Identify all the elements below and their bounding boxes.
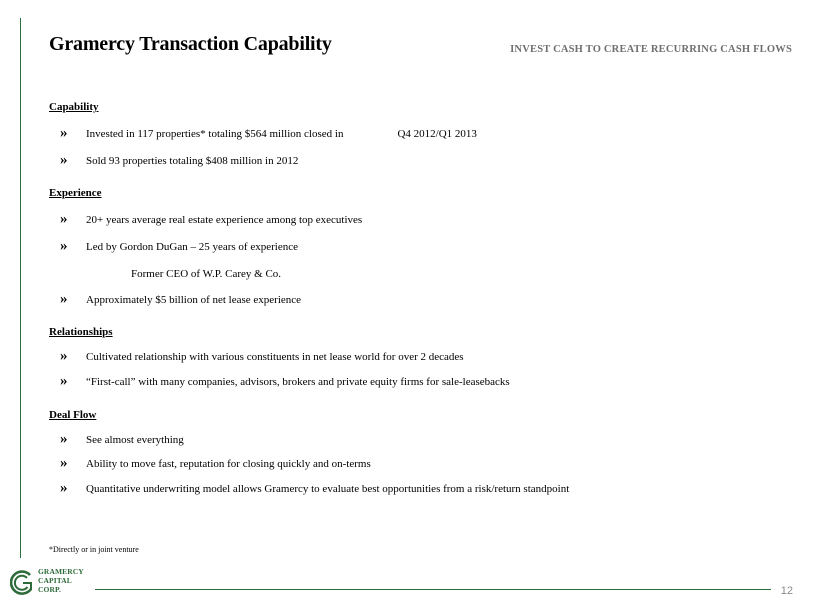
bullet-icon: »: [60, 125, 68, 141]
bullet-icon: »: [60, 211, 68, 227]
gramercy-logo-icon: [10, 569, 34, 597]
bullet-icon: »: [60, 152, 68, 168]
list-item: [60, 455, 371, 471]
list-item: [60, 431, 184, 447]
list-item-text: Led by Gordon DuGan – 25 years of experience: [86, 241, 298, 253]
bullet-icon: »: [60, 373, 68, 389]
list-item-text: Cultivated relationship with various constituents in net lease world for over 2 decades: [86, 351, 464, 363]
list-item-text: Sold 93 properties totaling $408 million in 2012: [86, 155, 299, 167]
bullet-icon: »: [60, 480, 68, 496]
list-item-text: Approximately $5 billion of net lease experience: [86, 294, 302, 306]
list-item: [60, 373, 510, 389]
list-item: [60, 211, 363, 227]
logo-line: GRAMERCY: [38, 567, 84, 576]
list-item-suffix: Q4 2012/Q1 2013: [397, 128, 477, 140]
bullet-icon: »: [60, 348, 68, 364]
list-item-text: Ability to move fast, reputation for closing quickly and on-terms: [86, 458, 371, 470]
list-item-text: 20+ years average real estate experience among top executives: [86, 214, 363, 226]
bullet-icon: »: [60, 291, 68, 307]
list-item-text: Invested in 117 properties* totaling $564 million closed in: [86, 128, 344, 140]
list-item-text: See almost everything: [86, 434, 184, 446]
page-number: 12: [780, 585, 793, 597]
list-item: [60, 480, 570, 496]
bullet-icon: »: [60, 431, 68, 447]
section-heading-deal-flow: Deal Flow: [49, 409, 97, 421]
section-heading-relationships: Relationships: [49, 326, 113, 338]
tagline: INVEST CASH TO CREATE RECURRING CASH FLOWS: [510, 44, 792, 55]
logo-line: CAPITAL: [38, 576, 72, 585]
footer-rule: [95, 589, 771, 590]
logo-line: CORP.: [38, 585, 61, 594]
list-item: [60, 291, 302, 307]
left-rule: [20, 18, 21, 558]
list-subitem: Former CEO of W.P. Carey & Co.: [131, 268, 282, 280]
bullet-icon: »: [60, 238, 68, 254]
page-title: Gramercy Transaction Capability: [49, 33, 332, 55]
list-item: [60, 348, 464, 364]
company-logo: [10, 566, 90, 600]
section-heading-capability: Capability: [49, 101, 99, 113]
footnote: *Directly or in joint venture: [49, 545, 139, 554]
bullet-icon: »: [60, 455, 68, 471]
section-heading-experience: Experience: [49, 187, 102, 199]
list-item: [60, 152, 299, 168]
list-item-text: Quantitative underwriting model allows Gramercy to evaluate best opportunities from a risk/return standpoint: [86, 483, 570, 495]
logo-wordmark: [38, 567, 84, 594]
list-item-text: “First-call” with many companies, advisors, brokers and private equity firms for sale-leasebacks: [86, 376, 510, 388]
list-item: [60, 125, 477, 141]
list-item: [60, 238, 298, 254]
